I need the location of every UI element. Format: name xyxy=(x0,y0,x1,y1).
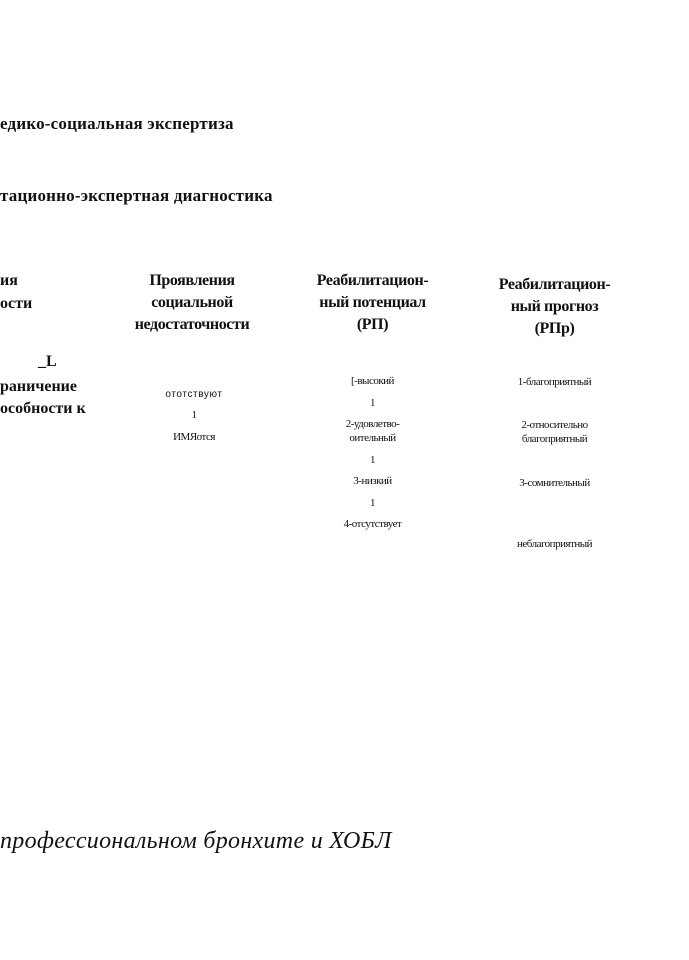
col2-header-line-2: социальной xyxy=(151,294,233,311)
col4-header-line-1: Реабилитацион- xyxy=(498,276,611,293)
rpr-unfavorable: неблагоприятный xyxy=(516,538,592,550)
rp-separator-2: 1 xyxy=(370,454,375,466)
col3-header-line-2: ный потенциал xyxy=(319,294,426,311)
col3-header xyxy=(300,270,445,336)
rpr-relatively-favorable-line-2: благоприятный xyxy=(521,433,588,445)
rp-separator-1: 1 xyxy=(370,397,375,409)
section-heading: едико-социальная экспертиза xyxy=(0,114,234,133)
col1-header-line-1: ия xyxy=(0,272,18,289)
col3-header-line-3: (РП) xyxy=(356,316,389,333)
rp-high: [-высокий xyxy=(351,375,394,387)
col4-header xyxy=(482,274,627,340)
footer-italic-text: профессиональном бронхите и ХОБЛ xyxy=(0,828,392,854)
rpr-doubtful: 3-сомнительный xyxy=(519,477,590,489)
col2-separator: 1 xyxy=(191,409,197,421)
col4-header-line-3: (РПр) xyxy=(534,320,575,337)
col1-header-line-2: ости xyxy=(0,295,33,312)
col2-present: ИМЯотся xyxy=(173,431,215,443)
col1-mark: _L xyxy=(38,353,57,370)
col1-line-restriction: раничение xyxy=(0,378,77,395)
col3-header-line-1: Реабилитацион- xyxy=(316,272,429,289)
rpr-favorable: 1-благоприятный xyxy=(517,376,592,388)
rp-satisfactory-line-1: 2-удовлетво- xyxy=(345,418,400,430)
col2-header-line-1: Проявления xyxy=(149,272,235,289)
col2-absent: ототствуют xyxy=(165,389,223,400)
rpr-relatively-favorable-line-1: 2-относительно xyxy=(521,419,588,431)
rp-low: 3-низкий xyxy=(353,475,392,487)
rp-absent: 4-отсутствует xyxy=(343,518,402,530)
rp-satisfactory-line-2: оительный xyxy=(349,432,396,444)
subsection-heading: тационно-экспертная диагностика xyxy=(0,186,273,205)
col2-header xyxy=(118,270,266,336)
col1-line-ability: особности к xyxy=(0,400,86,417)
rp-separator-3: 1 xyxy=(370,497,375,509)
col2-header-line-3: недостаточности xyxy=(134,316,250,333)
col4-header-line-2: ный прогноз xyxy=(510,298,599,315)
